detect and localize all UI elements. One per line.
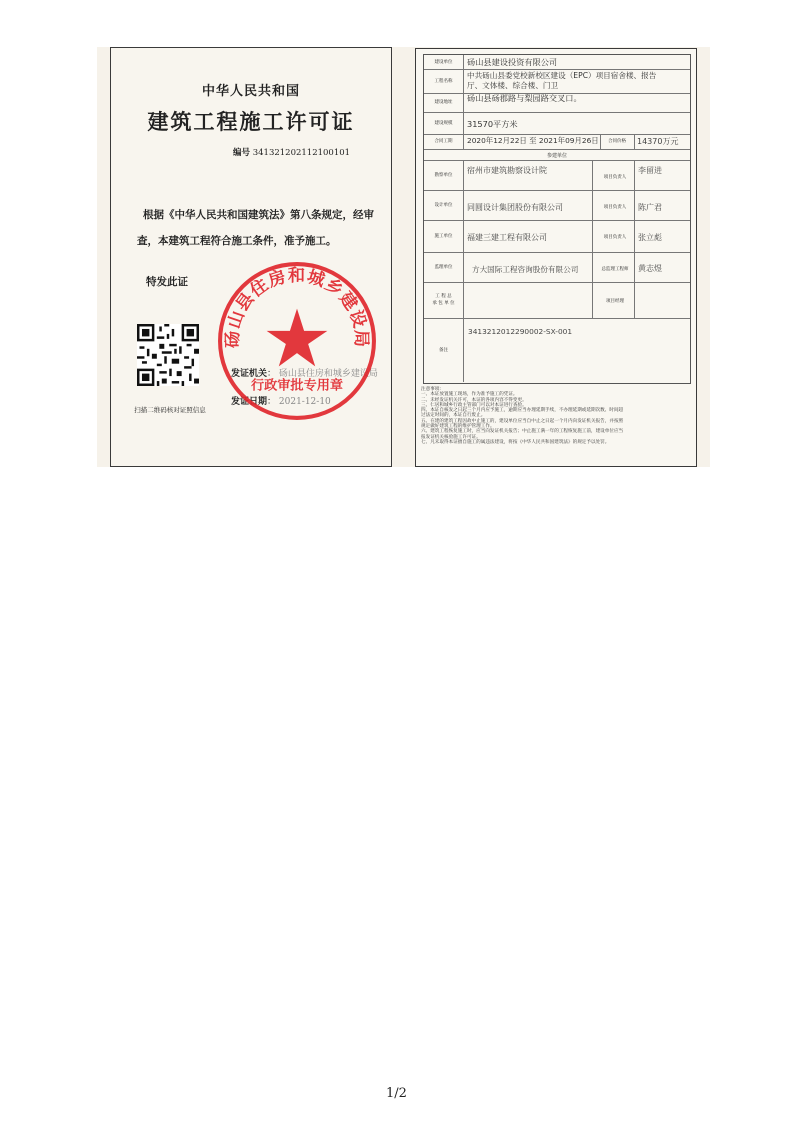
body-line-2: 查，本建筑工程符合施工条件，准予施工。 <box>137 235 337 247</box>
special-issue-text: 特发此证 <box>146 276 188 288</box>
country-heading: 中华人民共和国 <box>201 84 300 99</box>
gc-label-line-2: 承 包 单 位 <box>432 301 455 306</box>
period-value: 2020年12月22日 至 2021年09月26日 <box>467 136 599 145</box>
build-unit-label: 建设单位 <box>424 55 464 69</box>
gc-pm-label: 项目经理 <box>606 299 624 304</box>
supervise-pm-value: 黄志煜 <box>638 264 662 273</box>
body-line-1: 根据《中华人民共和国建筑法》第八条规定，经审 <box>143 209 374 221</box>
survey-pm-value: 李留进 <box>638 166 662 175</box>
remark-value: 3413212012290002-SX-001 <box>468 327 573 336</box>
note-line: 四、本证自核发之日起三个月内应予施工，逾期应当办理延期手续，不办理延期或延期次数、时间超 <box>421 408 624 414</box>
construct-value: 福建三建工程有限公司 <box>467 233 547 242</box>
note-line: 注意事项: <box>421 387 441 392</box>
scale-label: 建设规模 <box>424 112 464 134</box>
official-seal-icon <box>216 260 378 422</box>
survey-value: 宿州市建筑勘察设计院 <box>467 166 547 175</box>
design-label: 设计单位 <box>424 190 464 220</box>
number-label: 编号 <box>233 148 251 158</box>
row-project-name <box>424 69 690 94</box>
note-line: 二、未经发证机关许可，本证的各项内容不得变更。 <box>421 397 527 403</box>
gc-label <box>424 282 464 318</box>
issuer-label: 发证机关 <box>231 369 268 379</box>
row-design <box>424 190 690 221</box>
notes-section <box>421 387 691 445</box>
details-table <box>423 54 691 384</box>
gc-label-line-1: 工 程 总 <box>435 294 452 299</box>
note-line: 过法定时间的，本证自行废止。 <box>421 413 486 419</box>
price-label: 合同价格 <box>608 139 626 144</box>
supervise-label: 监理单位 <box>424 252 464 282</box>
certificate-body <box>137 202 387 254</box>
address-label: 建设地址 <box>424 93 464 112</box>
issuer-value: 砀山县住房和城乡建设局 <box>278 369 378 379</box>
supervise-value: 方大国际工程咨询股份有限公司 <box>472 265 579 274</box>
number-value: 341321202112100101 <box>252 148 351 158</box>
scale-value: 31570平方米 <box>467 119 518 129</box>
qr-code-icon[interactable] <box>137 324 199 386</box>
row-general-contractor <box>424 282 690 319</box>
row-construction <box>424 220 690 253</box>
remark-label: 备注 <box>424 318 464 382</box>
row-scale <box>424 112 690 135</box>
note-line: 五、在建的建筑工程因故中止施工的，建设单位应当自中止之日起一个月内向发证机关报告，并按照 <box>421 418 624 424</box>
supervise-pm-label: 总监理工程师 <box>601 267 629 272</box>
design-value: 同圆设计集团股份有限公司 <box>467 203 563 212</box>
build-unit-value: 砀山县建设投资有限公司 <box>467 57 558 67</box>
design-pm-label: 项目负责人 <box>603 205 627 210</box>
row-period-price <box>424 134 690 150</box>
permit-details-page <box>415 48 697 467</box>
construct-label: 施工单位 <box>424 220 464 252</box>
survey-pm-label: 项目负责人 <box>603 175 627 180</box>
date-label: 发证日期 <box>231 397 268 407</box>
issuing-authority: 发证机关： 砀山县住房和城乡建设局 <box>231 369 378 379</box>
construct-pm-value: 张立彪 <box>638 233 662 242</box>
certificate-number <box>233 146 350 158</box>
note-line: 七、凡未取得本证擅自施工的属违法建设，将按《中华人民共和国建筑法》的规定予以处罚。 <box>421 439 610 445</box>
design-pm-value: 陈广君 <box>638 203 662 212</box>
seal-sub-text: 行政审批专用章 <box>250 378 344 394</box>
row-supervision <box>424 252 690 283</box>
participants-label: 参建单位 <box>546 153 567 159</box>
seal-ring-text: 砀山县住房和城乡建设局 <box>223 266 371 349</box>
price-value: 14370万元 <box>637 137 679 146</box>
survey-label: 勘察单位 <box>424 160 464 190</box>
row-address <box>424 93 690 113</box>
project-name-line-1: 中共砀山县委党校新校区建设（EPC）项目宿舍楼、报告 <box>467 71 657 80</box>
address-value: 砀山县砀郡路与梨园路交叉口。 <box>467 93 582 103</box>
note-line: 六、建筑工程恢复施工时，应当向发证机关报告；中止施工满一年的工程恢复施工前，建设单位应当 <box>421 429 624 435</box>
certificate-title: 建筑工程施工许可证 <box>147 109 355 134</box>
date-value: 2021-12-10 <box>278 397 331 407</box>
note-line: 三、仁居和城乡行政主管部门可以对本证进行查验。 <box>421 402 527 408</box>
page-number: 1/2 <box>386 1086 407 1101</box>
issue-date: 发证日期： 2021-12-10 <box>231 397 331 407</box>
period-label: 合同工期 <box>424 134 464 149</box>
note-line: 报发证机关核验施工许可证。 <box>421 434 481 440</box>
row-remarks <box>424 318 690 382</box>
note-line: 一、本证放置施工现场，作为准予施工的凭证。 <box>421 392 518 398</box>
qr-caption: 扫描二维码核对证照信息 <box>134 406 206 414</box>
project-name-label: 工程名称 <box>424 69 464 93</box>
note-line: 规定做好建筑工程的维护管理工作。 <box>421 424 495 430</box>
construct-pm-label: 项目负责人 <box>603 235 627 240</box>
row-survey <box>424 160 690 191</box>
project-name-line-2: 厅、文体楼、综合楼、门卫 <box>467 81 559 90</box>
row-build-unit <box>424 55 690 70</box>
